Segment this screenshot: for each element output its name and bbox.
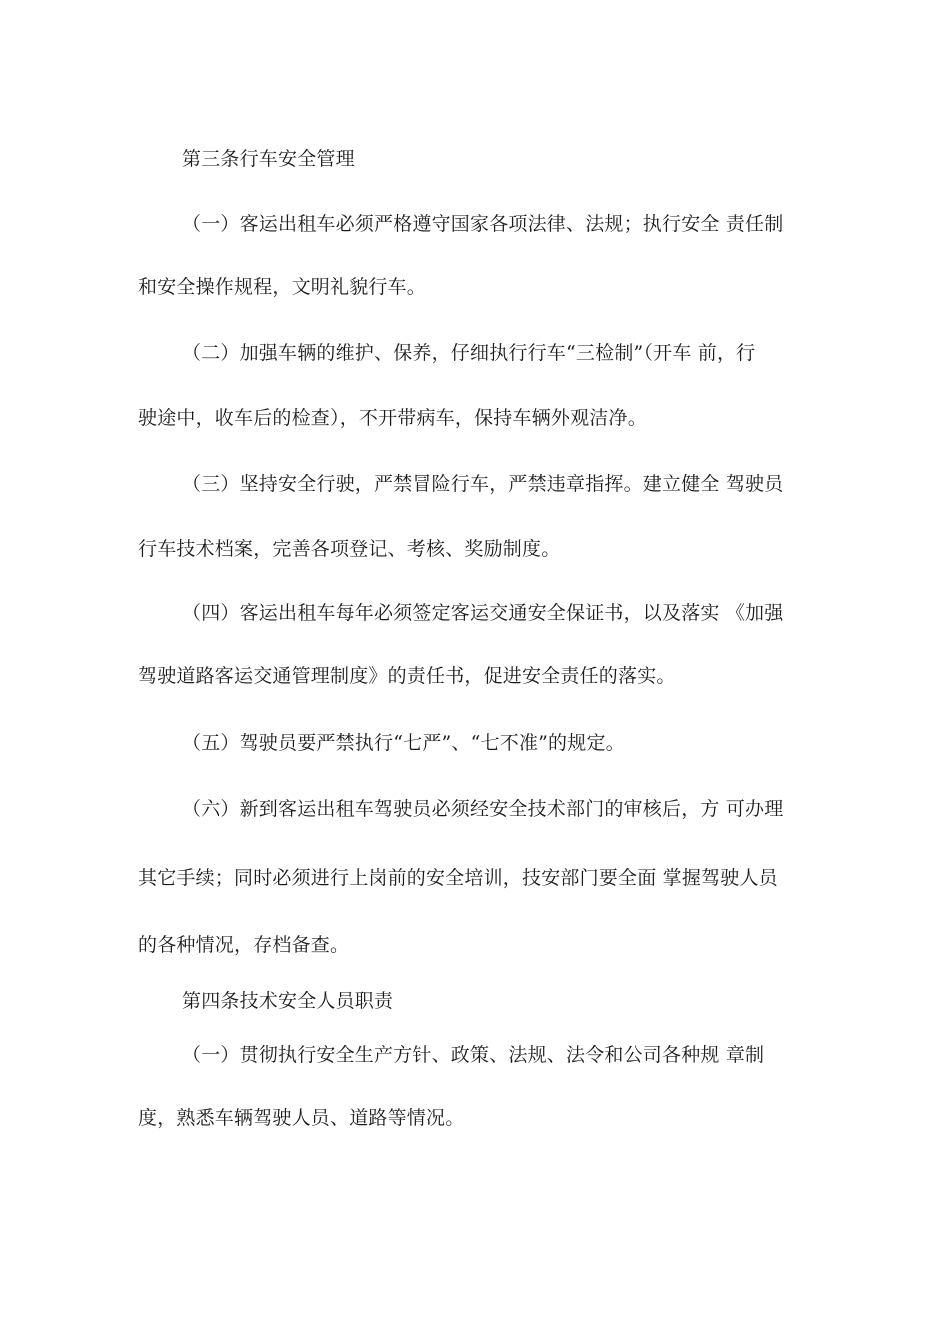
article-3-item-4-line-2: 驾驶道路客运交通管理制度》的责任书，促进安全责任的落实。 (138, 665, 676, 687)
article-3-item-2-line-1: （二）加强车辆的维护、保养，仔细执行行车“三检制”（开车 前，行 (182, 342, 756, 364)
article-3-item-6-line-2: 其它手续；同时必须进行上岗前的安全培训，技安部门要全面 掌握驾驶人员 (138, 867, 778, 889)
article-3-heading: 第三条行车安全管理 (182, 148, 355, 170)
article-3-item-3-line-1: （三）坚持安全行驶，严禁冒险行车，严禁违章指挥。建立健全 驾驶员 (182, 473, 784, 495)
article-3-item-1-line-2: 和安全操作规程，文明礼貌行车。 (138, 276, 427, 298)
article-3-item-1-line-1: （一）客运出租车必须严格遵守国家各项法律、法规；执行安全 责任制 (182, 213, 784, 235)
article-4-item-1-line-2: 度，熟悉车辆驾驶人员、道路等情况。 (138, 1107, 465, 1129)
article-3-item-6-line-1: （六）新到客运出租车驾驶员必须经安全技术部门的审核后，方 可办理 (182, 798, 784, 820)
article-3-item-5-line-1: （五）驾驶员要严禁执行“七严”、“七不准”的规定。 (182, 732, 625, 754)
article-3-item-6-line-3: 的各种情况，存档备查。 (138, 934, 350, 956)
article-3-item-3-line-2: 行车技术档案，完善各项登记、考核、奖励制度。 (138, 538, 561, 560)
article-4-item-1-line-1: （一）贯彻执行安全生产方针、政策、法规、法令和公司各种规 章制 (182, 1044, 765, 1066)
article-3-item-2-line-2: 驶途中，收车后的检查），不开带病车，保持车辆外观洁净。 (138, 407, 647, 429)
article-4-heading: 第四条技术安全人员职责 (182, 990, 394, 1012)
article-3-item-4-line-1: （四）客运出租车每年必须签定客运交通安全保证书，以及落实 《加强 (182, 602, 784, 624)
